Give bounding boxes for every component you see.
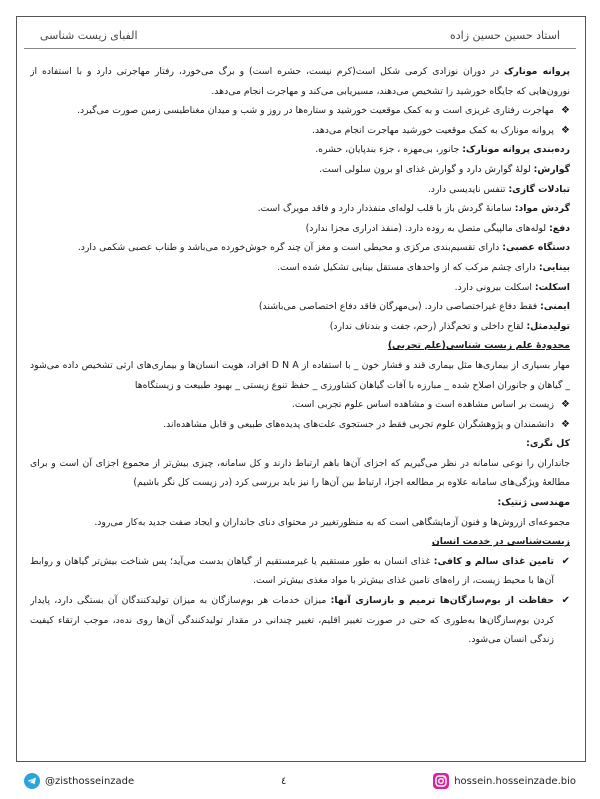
- section-heading: کل نگری:: [526, 438, 570, 450]
- diamond-bullet-icon: ❖: [561, 399, 570, 411]
- fact-row: بینایی: دارای چشم مرکب که از واحدهای مستقل بینایی تشکیل شده است.: [277, 261, 570, 273]
- fact-row: تبادلات گازی: تنفس نایدیسی دارد.: [427, 183, 570, 195]
- header-divider: [24, 48, 576, 49]
- telegram-link[interactable]: [24, 773, 134, 789]
- list-item: ✔ حفاظت از بوم‌سازگان‌ها ترمیم و بازسازی آنها: میزان خدمات هر بوم‌سازگان به میزان تولیدکنندگان آن بستگی دارد، پایدار کردن بوم‌سازگان‌ها به‌طوری که حتی در صورت تغییر اقلیم، تغییر چندانی در مقدار تولیدکنندگی آن‌ها روی نده‌د، موجب ارتقاء کیفیت زندگی انسان می‌شود.: [30, 591, 570, 650]
- monarch-text: در دوران نوزادی کرمی شکل است(کرم نیست، حشره است) و برگ می‌خورد، رفتار مهاجرتی دارد و با استفاده از نورون‌هایی که جایگاه خورشید را تشخیص می‌دهند، مسیریابی می‌کند و مهاجرت انجام می‌دهد.: [30, 66, 570, 97]
- list-item: ✔ تامین غذای سالم و کافی: غذای انسان به طور مستقیم یا غیرمستقیم از گیاهان بدست می‌آید؛ پس شناخت بیش‌تر گیاهان و روابط آن‌ها با محیط زیست، از راه‌های تامین غذای بیش‌تر با مواد مغذی بیش‌تر است.: [30, 552, 570, 591]
- genetic-text: مجموعه‌ای ازروش‌ها و فنون آزمایشگاهی است که به منظورتغییر در محتوای دنای جانداران و ایجاد صفت جدید به‌کار می‌رود.: [94, 516, 570, 528]
- page-number: ٤: [281, 775, 287, 787]
- section-heading: محدودهٔ علم زیست شناسی(علم تجربی): [387, 340, 570, 352]
- instagram-icon: [433, 773, 449, 789]
- list-item: ❖ زیست بر اساس مشاهده است و مشاهده اساس علوم تجربی است.: [30, 395, 570, 415]
- fact-row: اسکلت: اسکلت بیرونی دارد.: [454, 281, 570, 293]
- page-header: [40, 24, 560, 46]
- list-item: ❖ پروانه مونارک به کمک موقعیت خورشید مهاجرت انجام می‌دهد.: [30, 121, 570, 141]
- fact-row: دفع: لوله‌های مالپیگی متصل به روده دارد. (منفذ ادراری مجزا ندارد): [305, 222, 570, 234]
- book-title: الفبای زیست شناسی: [40, 28, 138, 42]
- limits-text: مهار بسیاری از بیماری‌ها مثل بیماری قند و فشار خون _ با استفاده از D N A افراد، هویت انسان‌ها و بیماری‌های ارثی تشخیص داده می‌شود _ گیاهان و جانوران اصلاح شده _ مبارزه با آفات گیاهان کشاورزی _ حفظ تنوع زیستی _ بهبود طبیعت و زیستگاه‌ها: [30, 359, 570, 391]
- monarch-intro: [30, 62, 570, 101]
- holism-text: جانداران را نوعی سامانه در نظر می‌گیریم که اجزای آن‌ها باهم ارتباط دارند و کل سامانه، چیزی بیش‌تر از مجموع اجزای آن است و برای مطالعهٔ ویژگی‌های سامانه علاوه بر مطالعه اجزا، ارتباط بین آن‌ها را نیز باید بررسی کرد (در زیست کل نگر باشیم): [30, 457, 570, 489]
- fact-row: رده‌بندی پروانه مونارک: جانور، بی‌مهره ، جزء بندپایان، حشره.: [315, 144, 570, 156]
- monarch-term: پروانه مونارک: [504, 66, 570, 77]
- fact-row: گردش مواد: سامانهٔ گردش باز با قلب لوله‌ای منفذدار دارد و فاقد مویرگ است.: [257, 203, 570, 215]
- fact-row: دستگاه عصبی: دارای تقسیم‌بندی مرکزی و محیطی است و مغز آن چند گره جوش‌خورده می‌باشد و طناب عصبی شکمی دارد.: [77, 242, 570, 254]
- fact-row: تولیدمثل: لقاح داخلی و تخم‌گذار (رحم، جفت و بندناف ندارد): [329, 320, 570, 332]
- section-heading: مهندسی ژنتیک:: [497, 497, 570, 509]
- instagram-link[interactable]: [433, 773, 576, 789]
- diamond-bullet-icon: ❖: [561, 418, 570, 430]
- fact-row: گوارش: لولهٔ گوارش دارد و گوارش غذای او برون سلولی است.: [319, 163, 570, 175]
- checkmark-icon: ✔: [561, 555, 570, 567]
- telegram-handle: @zisthosseinzade: [45, 775, 135, 787]
- instagram-handle: hossein.hosseinzade.bio: [454, 775, 576, 787]
- checkmark-icon: ✔: [561, 595, 570, 607]
- section-heading: زیست‌شناسی در خدمت انسان: [431, 536, 570, 548]
- main-content: [30, 62, 570, 739]
- diamond-bullet-icon: ❖: [561, 105, 570, 117]
- telegram-icon: [24, 773, 40, 789]
- list-item: ❖ مهاجرت رفتاری غریزی است و به کمک موقعیت خورشید و ستاره‌ها در روز و شب و میدان مغناطیسی زمین صورت می‌گیرد.: [30, 101, 570, 121]
- page-footer: [24, 770, 576, 792]
- author-name: استاد حسین حسین زاده: [450, 28, 560, 42]
- diamond-bullet-icon: ❖: [561, 124, 570, 136]
- fact-row: ایمنی: فقط دفاع غیراختصاصی دارد. (بی‌مهرگان فاقد دفاع اختصاصی می‌باشند): [258, 301, 570, 313]
- list-item: ❖ دانشمندان و پژوهشگران علوم تجربی فقط در جستجوی علت‌های پدیده‌های طبیعی و قابل مشاهده‌اند.: [30, 415, 570, 435]
